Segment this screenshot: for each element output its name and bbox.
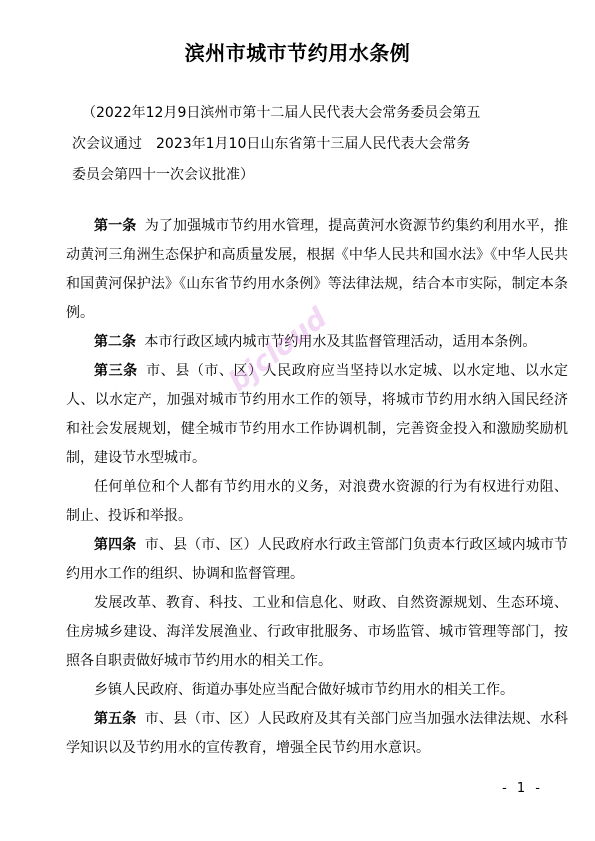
- article-paragraph: [66, 473, 568, 531]
- article-text: 市、县（市、区）人民政府应当坚持以水定城、以水定地、以水定人、以水定产，加强对城市节约用水工作的领导，将城市节约用水纳入国民经济和社会发展规划，健全城市节约用水工作协调机制，完善资金投入和激励奖励机制，建设节水型城市。: [66, 363, 569, 466]
- article-paragraph: [66, 705, 568, 763]
- article-text: 市、县（市、区）人民政府及其有关部门应当加强水法律法规、水科学知识以及节约用水的宣传教育，增强全民节约用水意识。: [66, 711, 569, 756]
- article-text: 为了加强城市节约用水管理，提高黄河水资源节约集约利用水平，推动黄河三角洲生态保护和高质量发展，根据《中华人民共和国水法》《中华人民共和国黄河保护法》《山东省节约用水条例》等法律法规，结合本市实际，制定本条例。: [66, 218, 569, 321]
- article-paragraph: [66, 589, 568, 676]
- article-label: 第一条: [94, 218, 137, 234]
- watermark: bjcloud: [222, 301, 333, 399]
- document-body: [66, 212, 568, 763]
- approval-note-line: 委员会第四十一次会议批准）: [72, 167, 254, 183]
- article-paragraph: [66, 357, 568, 473]
- article-label: 第二条: [94, 334, 136, 350]
- article-text: 发展改革、教育、科技、工业和信息化、财政、自然资源规划、生态环境、住房城乡建设、海洋发展渔业、行政审批服务、市场监管、城市管理等部门，按照各自职责做好城市节约用水的相关工作。: [66, 595, 568, 669]
- article-paragraph: [66, 676, 568, 705]
- article-text: 任何单位和个人都有节约用水的义务，对浪费水资源的行为有权进行劝阻、制止、投诉和举报。: [66, 479, 568, 524]
- article-label: 第四条: [94, 537, 137, 553]
- article-text: 乡镇人民政府、街道办事处应当配合做好城市节约用水的相关工作。: [94, 682, 514, 698]
- approval-note-line: （2022年12月9日滨州市第十二届人民代表大会常务委员会第五: [82, 105, 481, 121]
- page-number: - 1 -: [502, 781, 543, 796]
- article-paragraph: [66, 531, 568, 589]
- article-text: 本市行政区域内城市节约用水及其监督管理活动，适用本条例。: [144, 334, 537, 350]
- approval-note-line: 次会议通过 2023年1月10日山东省第十三届人民代表大会常务: [72, 136, 471, 152]
- document-title: 滨州市城市节约用水条例: [184, 41, 411, 65]
- article-label: 第五条: [94, 711, 137, 727]
- article-text: 市、县（市、区）人民政府水行政主管部门负责本行政区域内城市节约用水工作的组织、协调和监督管理。: [66, 537, 569, 582]
- approval-note: [72, 98, 552, 191]
- article-label: 第三条: [94, 363, 138, 379]
